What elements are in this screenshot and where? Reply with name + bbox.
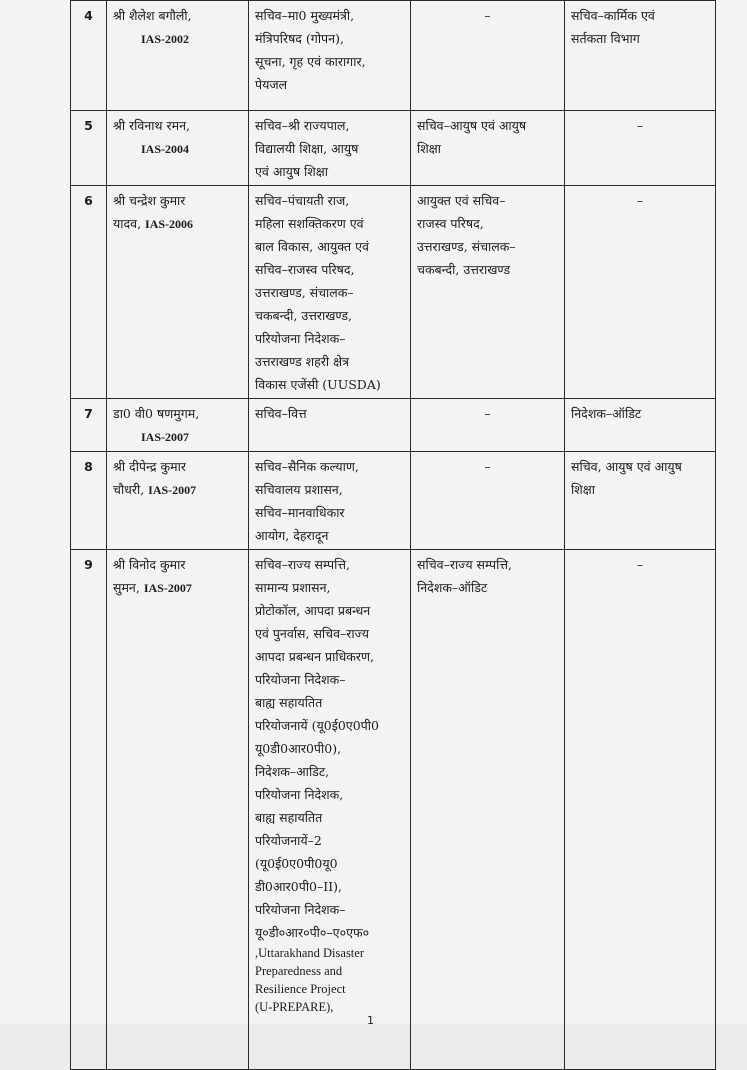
existing-charge-line: सूचना, गृह एवं कारागार,	[255, 54, 366, 69]
existing-charge-line: प्रोटोकॉल, आपदा प्रबन्धन	[255, 603, 371, 618]
existing-charge-line: परियोजना निदेशक–	[255, 672, 346, 687]
existing-charge-line: परियोजनायें (यू0ई0ए0पी0	[255, 718, 379, 733]
existing-charge-line: बाह्य सहायतित	[255, 695, 323, 710]
added-charge: –	[565, 111, 716, 186]
officer-name-line: श्री रविनाथ रमन,	[113, 118, 190, 133]
serial-number: 6	[71, 186, 107, 399]
serial-number: 8	[71, 452, 107, 550]
existing-charge-line: निदेशक–आडिट,	[255, 764, 330, 779]
existing-charge-line: परियोजना निदेशक–	[255, 331, 346, 346]
officer-name	[107, 550, 249, 1070]
officer-name-line	[113, 137, 242, 161]
removed-charge-line: राजस्व परिषद,	[417, 216, 484, 231]
removed-charge: –	[411, 452, 565, 550]
ias-batch: IAS-2002	[141, 32, 190, 46]
officer-posting-table	[70, 0, 716, 1070]
existing-charge-line: (यू0ई0ए0पी0यू0	[255, 856, 338, 871]
existing-charge-line: बाह्य सहायतित	[255, 810, 323, 825]
officer-name-line	[113, 425, 242, 449]
existing-charge-line: विकास एजेंसी (UUSDA)	[255, 377, 381, 392]
existing-charge-line: परियोजना निदेशक,	[255, 787, 344, 802]
ias-batch: IAS-2007	[141, 430, 190, 444]
existing-charge-line: ,Uttarakhand Disaster	[255, 946, 364, 960]
existing-charge-line: सचिव–मा0 मुख्यमंत्री,	[255, 8, 355, 23]
table-row	[71, 1, 716, 111]
existing-charge-line: आपदा प्रबन्धन प्राधिकरण,	[255, 649, 375, 664]
removed-charge	[411, 186, 565, 399]
existing-charge-line: यू०डी०आर०पी०–ए०एफ०	[255, 925, 370, 940]
ias-batch: IAS-2007	[143, 581, 192, 595]
existing-charge-line: सचिव–राज्य सम्पत्ति,	[255, 557, 350, 572]
officer-name-line: श्री विनोद कुमार	[113, 557, 186, 572]
removed-charge	[411, 111, 565, 186]
existing-charge-line: आयोग, देहरादून	[255, 528, 329, 543]
removed-charge-line: सचिव–राज्य सम्पत्ति,	[417, 557, 512, 572]
removed-charge: –	[411, 1, 565, 111]
ias-batch: IAS-2006	[145, 217, 194, 231]
officer-name-line	[113, 576, 242, 600]
added-charge	[565, 1, 716, 111]
removed-charge	[411, 550, 565, 1070]
existing-charge	[249, 1, 411, 111]
existing-charge-line: यू0डी0आर0पी0),	[255, 741, 342, 756]
existing-charge-line: सचिव–श्री राज्यपाल,	[255, 118, 350, 133]
existing-charge	[249, 111, 411, 186]
officer-name-line: श्री दीपेन्द्र कुमार	[113, 459, 186, 474]
officer-name-part: यादव,	[113, 216, 142, 231]
officer-name-part: सुमन,	[113, 580, 140, 595]
existing-charge-line: सचिव–वित्त	[255, 406, 307, 421]
existing-charge-line: उत्तराखण्ड शहरी क्षेत्र	[255, 354, 349, 369]
existing-charge-line: एवं पुनर्वास, सचिव–राज्य	[255, 626, 370, 641]
table-row	[71, 452, 716, 550]
officer-name-part: चौधरी,	[113, 482, 145, 497]
existing-charge-line: मंत्रिपरिषद (गोपन),	[255, 31, 344, 46]
existing-charge-line: (U-PREPARE),	[255, 1000, 334, 1014]
table-row	[71, 111, 716, 186]
serial-number: 4	[71, 1, 107, 111]
serial-number: 5	[71, 111, 107, 186]
existing-charge-line: सचिवालय प्रशासन,	[255, 482, 343, 497]
existing-charge	[249, 399, 411, 452]
table-row	[71, 399, 716, 452]
officer-name	[107, 399, 249, 452]
removed-charge-line: आयुक्त एवं सचिव–	[417, 193, 506, 208]
removed-charge-line: शिक्षा	[417, 141, 441, 156]
added-charge	[565, 399, 716, 452]
added-charge-line: निदेशक–ऑडिट	[571, 406, 642, 421]
added-charge: –	[565, 186, 716, 399]
existing-charge-line: परियोजना निदेशक–	[255, 902, 346, 917]
existing-charge-line: सचिव–राजस्व परिषद,	[255, 262, 355, 277]
existing-charge-line: विद्यालयी शिक्षा, आयुष	[255, 141, 359, 156]
existing-charge-line: डी0आर0पी0–II),	[255, 879, 342, 894]
officer-name-line	[113, 27, 242, 51]
existing-charge-line: उत्तराखण्ड, संचालक–	[255, 285, 354, 300]
added-charge: –	[565, 550, 716, 1070]
existing-charge-line: Preparedness and	[255, 964, 343, 978]
removed-charge-line: सचिव–आयुष एवं आयुष	[417, 118, 527, 133]
existing-charge	[249, 186, 411, 399]
existing-charge-line: सचिव–सैनिक कल्याण,	[255, 459, 359, 474]
officer-name	[107, 1, 249, 111]
added-charge-line: सचिव–कार्मिक एवं	[571, 8, 655, 23]
officer-name-line: श्री शैलेश बगौली,	[113, 8, 192, 23]
added-charge-line: शिक्षा	[571, 482, 595, 497]
existing-charge-line: Resilience Project	[255, 982, 346, 996]
added-charge-line: सचिव, आयुष एवं आयुष	[571, 459, 682, 474]
serial-number: 7	[71, 399, 107, 452]
removed-charge-line: चकबन्दी, उत्तराखण्ड	[417, 262, 511, 277]
ias-batch: IAS-2007	[148, 483, 197, 497]
existing-charge-line: पेयजल	[255, 77, 288, 92]
officer-name-line: डा0 वी0 षणमुगम,	[113, 406, 200, 421]
existing-charge-line: बाल विकास, आयुक्त एवं	[255, 239, 369, 254]
existing-charge	[249, 452, 411, 550]
serial-number: 9	[71, 550, 107, 1070]
table-row	[71, 550, 716, 1070]
table-row	[71, 186, 716, 399]
ias-batch: IAS-2004	[141, 142, 190, 156]
removed-charge-line: निदेशक–ऑडिट	[417, 580, 488, 595]
existing-charge-line: सचिव–मानवाधिकार	[255, 505, 345, 520]
added-charge-line: सर्तकता विभाग	[571, 31, 640, 46]
officer-name-line	[113, 212, 242, 236]
officer-name-line	[113, 478, 242, 502]
page-mark: 1	[367, 1014, 374, 1027]
officer-name	[107, 111, 249, 186]
officer-name-line: श्री चन्द्रेश कुमार	[113, 193, 186, 208]
removed-charge: –	[411, 399, 565, 452]
existing-charge-line: चकबन्दी, उत्तराखण्ड,	[255, 308, 353, 323]
removed-charge-line: उत्तराखण्ड, संचालक–	[417, 239, 516, 254]
existing-charge-line: महिला सशक्तिकरण एवं	[255, 216, 364, 231]
existing-charge-line: परियोजनायें–2	[255, 833, 322, 848]
existing-charge-line: सामान्य प्रशासन,	[255, 580, 331, 595]
existing-charge-line: सचिव–पंचायती राज,	[255, 193, 350, 208]
existing-charge	[249, 550, 411, 1070]
officer-name	[107, 452, 249, 550]
added-charge	[565, 452, 716, 550]
officer-name	[107, 186, 249, 399]
existing-charge-line: एवं आयुष शिक्षा	[255, 164, 328, 179]
